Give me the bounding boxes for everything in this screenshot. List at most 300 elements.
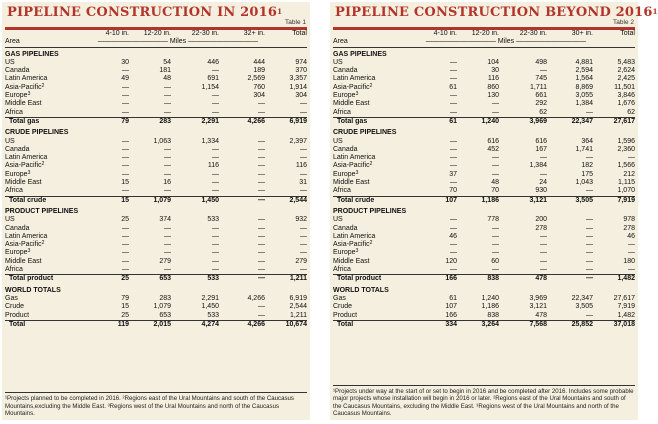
value-cell: 1,186 — [481, 303, 499, 311]
table-row — [5, 241, 307, 249]
value-cell: 167 — [535, 145, 547, 153]
value-cell: 6,919 — [289, 294, 307, 302]
value-cell: 760 — [253, 83, 265, 91]
value-cell: — — [164, 232, 171, 240]
value-cell: — — [258, 241, 265, 249]
value-cell: 1,115 — [618, 179, 635, 187]
value-cell: — — [258, 249, 265, 257]
value-cell: 838 — [487, 311, 499, 319]
total-row — [5, 117, 307, 126]
value-cell: 1,482 — [617, 311, 635, 319]
area-cell — [5, 233, 91, 241]
value-cell: — — [122, 108, 129, 116]
value-cell: 62 — [539, 108, 547, 116]
area-label: Canada — [333, 224, 358, 232]
value-cell: — — [122, 249, 129, 257]
footnote-mark: 2 — [41, 82, 45, 89]
total-value-cell: — — [219, 196, 265, 205]
value-cell: — — [492, 154, 499, 162]
table-row — [333, 154, 635, 162]
area-cell — [333, 84, 419, 92]
value-cell: — — [212, 145, 219, 153]
area-cell — [5, 138, 91, 146]
table-row — [333, 162, 635, 170]
value-cell: — — [122, 257, 129, 265]
value-cell: 498 — [535, 58, 547, 66]
total-row — [5, 320, 307, 329]
value-cell: — — [450, 241, 457, 249]
value-cell: 653 — [159, 311, 171, 319]
section-heading: GAS PIPELINES — [5, 50, 59, 58]
total-label: Total crude — [5, 196, 91, 205]
value-cell: 3,846 — [617, 92, 635, 100]
total-value-cell: — — [547, 275, 593, 284]
column-header: 4-10 in. — [433, 30, 457, 37]
value-cell: — — [212, 266, 219, 274]
total-label: Total product — [5, 275, 91, 284]
value-cell: 446 — [207, 58, 219, 66]
value-cell: — — [122, 67, 129, 75]
column-header: 4-10 in. — [105, 30, 129, 37]
value-cell: — — [492, 249, 499, 257]
total-value-cell: 2,544 — [265, 196, 307, 205]
value-cell: 3,121 — [529, 303, 547, 311]
table-row — [5, 295, 307, 303]
total-value-cell: 1,450 — [171, 196, 219, 205]
area-label: Gas — [5, 294, 18, 302]
table-row — [5, 171, 307, 179]
total-value-cell: 1,186 — [457, 196, 499, 205]
total-value-cell: 25,852 — [547, 320, 593, 329]
value-cell: 189 — [253, 67, 265, 75]
area-cell — [333, 171, 419, 179]
value-cell: — — [212, 92, 219, 100]
total-value-cell: 166 — [419, 275, 457, 284]
value-cell: — — [122, 162, 129, 170]
value-cell: 15 — [121, 179, 129, 187]
table-2-panel — [330, 2, 658, 420]
value-cell: 3,055 — [575, 92, 593, 100]
value-cell: 2,291 — [201, 294, 219, 302]
area-label: Europe — [333, 92, 356, 100]
pipeline-table — [5, 30, 307, 329]
area-cell — [5, 84, 91, 92]
value-cell: 278 — [623, 224, 635, 232]
title-footnote-mark: 1 — [277, 7, 283, 16]
total-value-cell: 3,969 — [499, 117, 547, 126]
value-cell: 930 — [535, 187, 547, 195]
section-heading-row — [333, 126, 635, 137]
table-row — [333, 100, 635, 108]
value-cell: 1,711 — [530, 83, 547, 91]
value-cell: 48 — [491, 179, 499, 187]
area-cell — [333, 266, 419, 275]
area-label: Middle East — [5, 179, 42, 187]
value-cell: 62 — [627, 108, 635, 116]
total-row — [5, 196, 307, 205]
area-cell — [333, 225, 419, 233]
table-row — [5, 303, 307, 311]
table-row — [333, 241, 635, 249]
value-cell: 49 — [121, 75, 129, 83]
area-label: Product — [5, 311, 30, 319]
value-cell: 2,569 — [247, 75, 265, 83]
table-title — [335, 5, 658, 20]
value-cell: 24 — [539, 179, 547, 187]
area-label: Crude — [333, 303, 353, 311]
area-label: Product — [333, 311, 358, 319]
total-value-cell: 1,211 — [265, 275, 307, 284]
value-cell: — — [164, 249, 171, 257]
value-cell: 1,154 — [201, 83, 219, 91]
table-row — [333, 59, 635, 67]
value-cell: 27,617 — [613, 294, 635, 302]
value-cell: 1,384 — [529, 162, 547, 170]
value-cell: — — [300, 224, 307, 232]
total-value-cell: 79 — [91, 117, 129, 126]
area-label: Europe — [333, 170, 356, 178]
area-cell — [5, 216, 91, 224]
value-cell: — — [122, 224, 129, 232]
area-cell — [333, 59, 419, 67]
value-cell: 1,063 — [153, 137, 171, 145]
value-cell: 104 — [487, 58, 499, 66]
area-label: Asia-Pacific — [5, 83, 42, 91]
total-value-cell: 838 — [457, 275, 499, 284]
value-cell: — — [300, 100, 307, 108]
total-label: Total gas — [333, 117, 419, 126]
area-cell — [5, 295, 91, 303]
footnote-mark: 3 — [355, 169, 359, 176]
total-value-cell: 4,274 — [171, 320, 219, 329]
value-cell: 182 — [581, 162, 593, 170]
area-cell — [333, 216, 419, 224]
value-cell: — — [586, 232, 593, 240]
value-cell: — — [122, 83, 129, 91]
area-cell — [333, 312, 419, 321]
footnote-mark: 3 — [27, 91, 31, 98]
value-cell: — — [164, 145, 171, 153]
value-cell: 46 — [627, 232, 635, 240]
value-cell: 15 — [121, 303, 129, 311]
area-label: Europe — [5, 92, 28, 100]
area-cell — [5, 100, 91, 108]
value-cell: 8,869 — [575, 83, 593, 91]
value-cell: — — [450, 100, 457, 108]
value-cell: 1,043 — [575, 179, 593, 187]
value-cell: — — [122, 154, 129, 162]
area-cell — [333, 233, 419, 241]
value-cell: — — [258, 137, 265, 145]
section-heading-row — [333, 284, 635, 295]
table-row — [333, 233, 635, 241]
value-cell: — — [450, 137, 457, 145]
area-cell — [5, 187, 91, 196]
value-cell: — — [258, 257, 265, 265]
value-cell: 212 — [623, 170, 635, 178]
value-cell: 370 — [295, 67, 307, 75]
area-cell — [5, 179, 91, 187]
value-cell: — — [258, 232, 265, 240]
value-cell: 533 — [207, 216, 219, 224]
area-label: Middle East — [333, 257, 370, 265]
footnote-mark: 3 — [27, 248, 31, 255]
value-cell: — — [164, 83, 171, 91]
value-cell: — — [492, 266, 499, 274]
value-cell: — — [450, 58, 457, 66]
value-cell: 745 — [535, 75, 547, 83]
table-row — [333, 249, 635, 257]
area-label: Europe — [333, 249, 356, 257]
value-cell: — — [212, 241, 219, 249]
value-cell: — — [164, 100, 171, 108]
total-value-cell: 3,505 — [547, 196, 593, 205]
footnote-mark: 2 — [369, 161, 373, 168]
value-cell: — — [450, 67, 457, 75]
value-cell: 200 — [535, 216, 547, 224]
value-cell: — — [628, 154, 635, 162]
value-cell: 778 — [487, 216, 499, 224]
value-cell: — — [586, 216, 593, 224]
value-cell: — — [122, 170, 129, 178]
value-cell: — — [212, 100, 219, 108]
column-header-row — [5, 30, 307, 38]
section-heading-row — [5, 47, 307, 59]
table-row — [333, 187, 635, 196]
value-cell: 30 — [491, 67, 499, 75]
value-cell: 175 — [581, 170, 593, 178]
value-cell: 4,266 — [247, 294, 265, 302]
value-cell: 16 — [163, 179, 171, 187]
value-cell: — — [492, 100, 499, 108]
table-row — [333, 216, 635, 224]
value-cell: — — [122, 145, 129, 153]
value-cell: — — [540, 241, 547, 249]
value-cell: 616 — [535, 137, 547, 145]
value-cell: — — [258, 162, 265, 170]
area-label: Asia-Pacific — [333, 83, 370, 91]
total-value-cell: 27,617 — [593, 117, 635, 126]
section-heading-row — [5, 284, 307, 295]
column-header: 12-20 in. — [471, 30, 499, 37]
table-row — [5, 109, 307, 118]
value-cell: 22,347 — [571, 294, 593, 302]
table-row — [5, 233, 307, 241]
value-cell: 1,914 — [289, 83, 307, 91]
total-label: Total — [333, 320, 419, 329]
value-cell: — — [450, 266, 457, 274]
table-row — [5, 216, 307, 224]
value-cell: — — [586, 154, 593, 162]
value-cell: 70 — [491, 187, 499, 195]
value-cell: 283 — [159, 294, 171, 302]
area-cell — [5, 67, 91, 75]
area-label: Middle East — [5, 257, 42, 265]
value-cell: 1,070 — [617, 187, 635, 195]
value-cell: 661 — [535, 92, 547, 100]
value-cell: — — [300, 108, 307, 116]
value-cell: 5,483 — [617, 58, 635, 66]
area-cell — [5, 258, 91, 266]
value-cell: — — [450, 75, 457, 83]
units-row — [333, 38, 635, 47]
total-value-cell: 107 — [419, 196, 457, 205]
column-header: 30+ in. — [571, 30, 593, 37]
area-cell — [333, 138, 419, 146]
value-cell: 30 — [121, 58, 129, 66]
section-heading: WORLD TOTALS — [5, 286, 61, 294]
value-cell: — — [258, 216, 265, 224]
total-value-cell: 10,674 — [265, 320, 307, 329]
value-cell: — — [300, 232, 307, 240]
area-cell — [333, 187, 419, 196]
column-header: 32+ in. — [243, 30, 265, 37]
value-cell: — — [586, 249, 593, 257]
table-row — [5, 67, 307, 75]
value-cell: — — [258, 154, 265, 162]
total-value-cell: 22,347 — [547, 117, 593, 126]
table-row — [5, 249, 307, 257]
area-label: Asia-Pacific — [333, 162, 370, 170]
area-label: Gas — [333, 294, 346, 302]
column-header: Total — [292, 30, 307, 37]
value-cell: 37 — [449, 170, 457, 178]
table-row — [5, 312, 307, 321]
value-cell: 279 — [295, 257, 307, 265]
table-row — [5, 92, 307, 100]
area-label: Asia-Pacific — [5, 162, 42, 170]
value-cell: — — [540, 266, 547, 274]
value-cell: — — [300, 266, 307, 274]
table-row — [333, 258, 635, 266]
value-cell: 374 — [159, 216, 171, 224]
value-cell: 533 — [207, 311, 219, 319]
total-value-cell: 478 — [499, 275, 547, 284]
title-footnote-mark: 1 — [652, 7, 658, 16]
area-header: Area — [333, 38, 419, 47]
value-cell: — — [300, 241, 307, 249]
value-cell: 1,566 — [617, 162, 635, 170]
area-cell — [5, 312, 91, 321]
value-cell: 3,969 — [529, 294, 547, 302]
value-cell: 1,334 — [201, 137, 219, 145]
table-number: Table 2 — [613, 19, 634, 26]
total-value-cell: 4,266 — [219, 117, 265, 126]
total-value-cell: 1,079 — [129, 196, 171, 205]
area-cell — [5, 162, 91, 170]
table-row — [333, 303, 635, 311]
value-cell: — — [628, 249, 635, 257]
units-label: —————————— Miles —————————— — [91, 38, 265, 47]
total-value-cell: 2,015 — [129, 320, 171, 329]
section-heading: GAS PIPELINES — [333, 50, 387, 58]
total-label: Total product — [333, 275, 419, 284]
value-cell: — — [258, 266, 265, 274]
value-cell: 304 — [253, 92, 265, 100]
value-cell: 616 — [487, 137, 499, 145]
table-row — [333, 75, 635, 83]
area-label: Middle East — [333, 179, 370, 187]
total-value-cell: 3,264 — [457, 320, 499, 329]
value-cell: — — [212, 249, 219, 257]
value-cell: 1,079 — [153, 303, 171, 311]
area-label: Africa — [333, 187, 351, 195]
value-cell: — — [164, 92, 171, 100]
value-cell: 60 — [491, 257, 499, 265]
section-heading-row — [333, 205, 635, 216]
total-row — [333, 320, 635, 329]
total-value-cell: 37,018 — [593, 320, 635, 329]
value-cell: — — [300, 154, 307, 162]
table-footnote: ¹Projects planned to be completed in 2016. ²Regions east of the Ural Mountains and south of the Caucasus Mountains,excluding the Middle East. ³Regions west of the Ural Mountains and north of the Caucasus Mountains. — [5, 392, 307, 417]
value-cell: 1,676 — [617, 100, 635, 108]
value-cell: — — [258, 311, 265, 319]
value-cell: 3,357 — [289, 75, 307, 83]
value-cell: 1,384 — [575, 100, 593, 108]
total-value-cell: — — [219, 275, 265, 284]
value-cell: 116 — [295, 162, 307, 170]
table-title-text: PIPELINE CONSTRUCTION BEYOND 2016 — [335, 5, 653, 20]
area-cell — [333, 67, 419, 75]
value-cell: — — [212, 257, 219, 265]
value-cell: — — [122, 187, 129, 195]
section-heading: CRUDE PIPELINES — [5, 129, 69, 137]
value-cell: — — [164, 187, 171, 195]
table-row — [5, 59, 307, 67]
value-cell: — — [212, 154, 219, 162]
value-cell: — — [164, 241, 171, 249]
area-cell — [333, 179, 419, 187]
total-value-cell: 7,919 — [593, 196, 635, 205]
value-cell: 691 — [207, 75, 219, 83]
area-label: US — [333, 137, 343, 145]
total-label: Total — [5, 320, 91, 329]
area-label: Canada — [5, 145, 30, 153]
value-cell: 2,544 — [289, 303, 307, 311]
footnote-mark: 3 — [355, 248, 359, 255]
value-cell: 974 — [295, 58, 307, 66]
area-cell — [5, 249, 91, 257]
area-label: Asia-Pacific — [5, 241, 42, 249]
total-value-cell: 283 — [129, 117, 171, 126]
column-header: 22-30 in. — [519, 30, 547, 37]
area-label: Africa — [333, 266, 351, 274]
value-cell: — — [300, 187, 307, 195]
value-cell: — — [164, 266, 171, 274]
value-cell: 4,881 — [575, 58, 593, 66]
value-cell: — — [212, 108, 219, 116]
table-row — [333, 146, 635, 154]
area-label: Africa — [5, 266, 23, 274]
value-cell: 2,594 — [575, 67, 593, 75]
total-value-cell: 15 — [91, 196, 129, 205]
area-cell — [5, 171, 91, 179]
value-cell: — — [492, 241, 499, 249]
value-cell: 1,564 — [575, 75, 593, 83]
area-cell — [5, 303, 91, 311]
total-row — [333, 275, 635, 284]
value-cell: 2,397 — [289, 137, 307, 145]
value-cell: 1,211 — [290, 311, 307, 319]
value-cell: — — [164, 108, 171, 116]
value-cell: 130 — [487, 92, 499, 100]
table-row — [333, 295, 635, 303]
total-value-cell: 1,482 — [593, 275, 635, 284]
section-heading: PRODUCT PIPELINES — [5, 207, 79, 215]
total-label: Total crude — [333, 196, 419, 205]
total-value-cell: 25 — [91, 275, 129, 284]
value-cell: — — [586, 187, 593, 195]
